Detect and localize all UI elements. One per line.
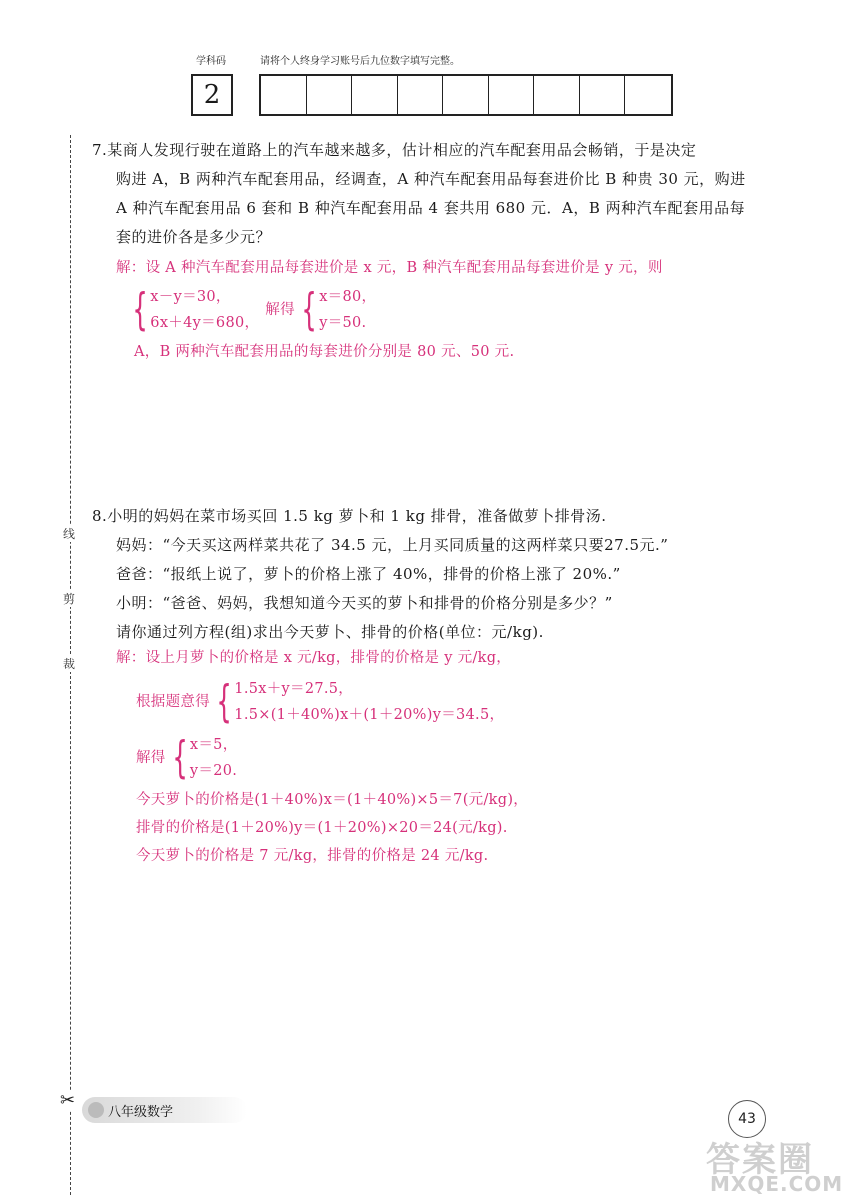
equation-block [136,676,796,728]
equation-system [166,732,238,784]
equation-system [126,284,259,336]
account-digit-row[interactable] [259,74,673,116]
equation-system [210,676,504,728]
question-line: 妈妈：“今天买这两样菜共花了 34.5 元，上月买同质量的这两样菜只要27.5元.” [116,536,669,554]
digit-cell[interactable] [534,76,580,114]
question-line: 爸爸：“报纸上说了，萝卜的价格上涨了 40%，排骨的价格上涨了 20%.” [116,565,621,583]
equation-line: y＝20. [189,763,238,779]
cut-line-char: 线 [63,527,76,541]
equation-line: y＝50. [319,315,367,331]
subject-code-box [191,74,233,116]
question-8 [92,502,782,647]
answer-intro: 解：设上月萝卜的价格是 x 元/kg，排骨的价格是 y 元/kg， [116,650,512,666]
question-line: 小明：“爸爸、妈妈，我想知道今天买的萝卜和排骨的价格分别是多少？” [116,594,613,612]
solve-label: 解得 [265,302,295,318]
answer-line: 今天萝卜的价格是 7 元/kg，排骨的价格是 24 元/kg. [136,848,489,864]
setup-label: 根据题意得 [136,694,210,710]
digit-cell[interactable] [443,76,489,114]
answer-conclusion: A，B 两种汽车配套用品的每套进价分别是 80 元、50 元. [134,344,515,360]
answer-line: 排骨的价格是(1＋20%)y＝(1＋20%)×20＝24(元/kg). [136,820,508,836]
equation-system [295,284,376,336]
question-line: A 种汽车配套用品 6 套和 B 种汽车配套用品 4 套共用 680 元．A，B 两种汽车配套用品每 [116,199,746,217]
brace-icon: { [216,676,232,727]
header-instruction: 请将个人终身学习账号后九位数字填写完整。 [260,56,460,67]
equation-line: 1.5x＋y＝27.5， [234,681,354,697]
brace-icon: { [171,732,188,783]
digit-cell[interactable] [580,76,626,114]
subject-code-value: 2 [203,80,221,110]
equation-line: 1.5×(1＋40%)x＋(1＋20%)y＝34.5， [234,707,505,723]
equation-block [126,284,796,336]
cut-line-char: 剪 [63,592,76,606]
answer-intro: 解：设 A 种汽车配套用品每套进价是 x 元，B 种汽车配套用品每套进价是 y 元，则 [116,260,663,276]
question-line: 购进 A，B 两种汽车配套用品，经调查，A 种汽车配套用品每套进价比 B 种贵 30 元，购进 [116,170,746,188]
equation-line: 6x＋4y＝680， [150,315,260,331]
subject-code-label: 学科码 [196,56,226,67]
question-line: 8.小明的妈妈在菜市场买回 1.5 kg 萝卜和 1 kg 排骨，准备做萝卜排骨汤. [92,507,607,525]
question-line: 请你通过列方程(组)求出今天萝卜、排骨的价格(单位：元/kg). [116,623,544,641]
equation-line: x－y＝30， [150,289,231,305]
footer-bar [82,1097,247,1123]
digit-cell[interactable] [398,76,444,114]
brace-icon: { [301,284,317,335]
digit-cell[interactable] [489,76,535,114]
digit-cell[interactable] [625,76,671,114]
cut-line-char: 裁 [63,657,76,671]
digit-cell[interactable] [307,76,353,114]
answer-8 [116,644,796,870]
question-line: 套的进价各是多少元？ [116,228,272,246]
digit-cell[interactable] [261,76,307,114]
page-number: 43 [738,1111,756,1127]
digit-cell[interactable] [352,76,398,114]
question-line: 7.某商人发现行驶在道路上的汽车越来越多，估计相应的汽车配套用品会畅销，于是决定 [92,141,697,159]
solve-label: 解得 [136,750,166,766]
footer-dot-icon [88,1102,104,1118]
equation-block [136,732,796,784]
answer-7 [116,254,796,366]
equation-line: x＝80， [319,289,377,305]
equation-line: x＝5， [189,737,238,753]
question-7 [92,136,782,252]
book-title: 八年级数学 [108,1104,174,1120]
answer-line: 今天萝卜的价格是(1＋40%)x＝(1＋40%)×5＝7(元/kg)， [136,792,529,808]
brace-icon: { [132,284,148,335]
watermark-url: MXQE.COM [710,1172,844,1196]
watermark-logo: 答案圈 [706,1140,814,1180]
scissors-icon: ✂ [60,1090,76,1111]
